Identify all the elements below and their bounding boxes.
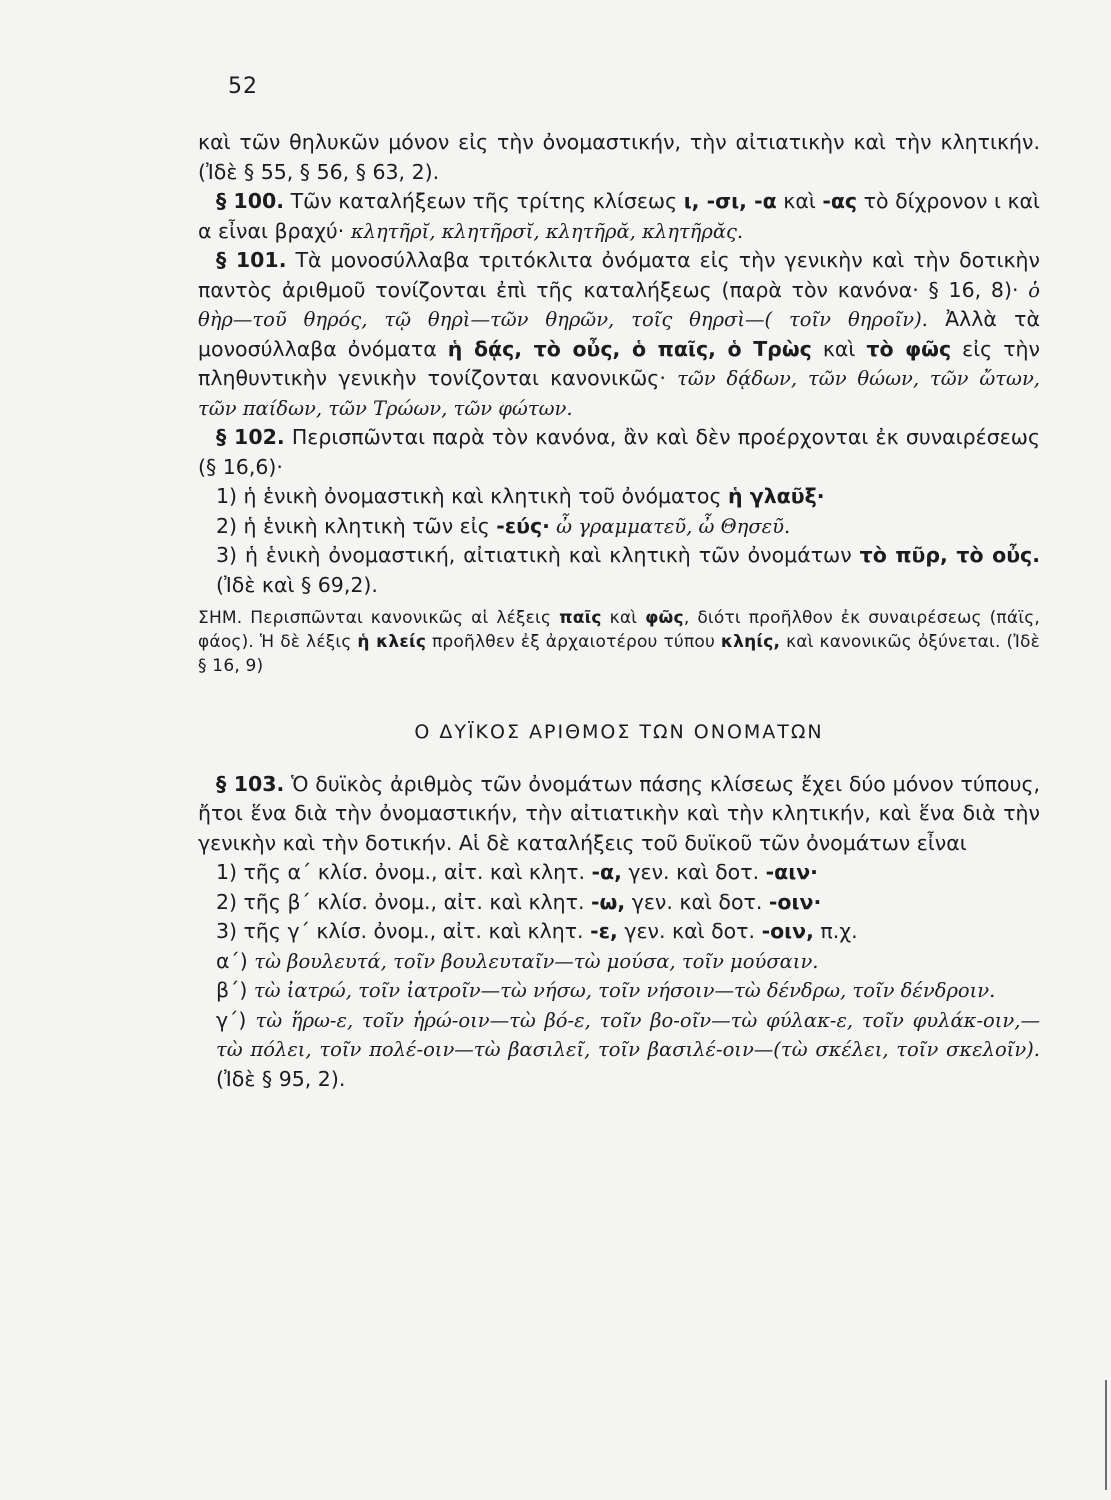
- bold-term: -οιν·: [768, 889, 822, 914]
- text-run: γεν. καὶ δοτ.: [625, 889, 769, 914]
- paragraph-102: [198, 423, 1040, 482]
- italic-example: κλητῆρῐ, κλητῆρσῐ, κλητῆρᾰ, κλητῆρᾰς.: [350, 219, 744, 243]
- text-run: Τῶν καταλήξεων τῆς τρίτης κλίσεως: [284, 189, 684, 213]
- text-run: γεν. καὶ δοτ.: [617, 919, 762, 943]
- text-run: (Ἰδὲ § 95, 2).: [216, 1066, 346, 1091]
- paragraph-100: [198, 187, 1040, 246]
- page-number: 52: [228, 74, 258, 99]
- example-line: [198, 976, 1040, 1006]
- italic-example: ὦ γραμματεῦ, ὦ Θησεῦ.: [549, 514, 791, 538]
- note-block: [198, 606, 1040, 678]
- text-run: 2) ἡ ἑνικὴ κλητικὴ τῶν εἰς: [216, 513, 497, 538]
- section-number: § 102.: [216, 425, 285, 449]
- example-line: [198, 947, 1040, 977]
- italic-example: ὁ θὴρ—τοῦ θηρός, τῷ θηρὶ—τῶν θηρῶν, τοῖς θηρσὶ—( τοῖν θηροῖν).: [198, 278, 1040, 331]
- text-run: (Ἰδὲ καὶ § 69,2).: [216, 572, 378, 597]
- bold-term: τὸ φῶς: [866, 336, 952, 361]
- bold-term: κληίς,: [720, 632, 781, 652]
- example-line: [198, 1006, 1040, 1095]
- text-run: Περισπῶνται παρὰ τὸν κανόνα, ἂν καὶ δὲν προέρχονται ἐκ συναιρέσεως (§ 16,6)·: [198, 425, 1040, 479]
- section-number: § 101.: [216, 248, 287, 272]
- bold-term: -ας: [822, 189, 858, 213]
- text-run: εἰς τὴν πληθυντικὴν γενικὴν τονίζονται κανονικῶς·: [198, 336, 1040, 390]
- paragraph-101: [198, 246, 1040, 423]
- text-run: , διότι προῆλθον ἐκ συναιρέσεως (πάϊς, φάος). Ἡ δὲ λέξις: [198, 608, 1040, 652]
- section-number: § 100.: [216, 189, 285, 213]
- bold-term: φῶς: [645, 608, 684, 628]
- bold-term: ἡ γλαῦξ·: [728, 484, 825, 508]
- text-run: 3) τῆς γ΄ κλίσ. ὀνομ., αἰτ. καὶ κλητ.: [216, 919, 591, 943]
- text-run: καὶ κανονικῶς ὀξύνεται. (Ἰδὲ § 16, 9): [198, 632, 1040, 676]
- text-run: καὶ: [811, 336, 867, 361]
- bold-term: -αιν·: [765, 860, 818, 884]
- text-run: 1) ἡ ἑνικὴ ὀνομαστικὴ καὶ κλητικὴ τοῦ ὀνόματος: [216, 484, 728, 508]
- bold-term: -ω,: [591, 889, 626, 914]
- text-run: Ὁ δυϊκὸς ἀριθμὸς τῶν ὀνομάτων πάσης κλίσεως ἔχει δύο μόνον τύπους, ἤτοι ἕνα διὰ τὴν ὀνομαστικήν, τὴν αἰτιατικὴν καὶ τὴν κλητικήν, καὶ ἕνα διὰ τὴν γενικὴν καὶ τὴν δοτικήν. Αἱ δὲ καταλήξεις τοῦ δυϊκοῦ τῶν ὀνομάτων εἶναι: [198, 771, 1041, 855]
- italic-example: τῶν δᾴδων, τῶν θώων, τῶν ὤτων, τῶν παίδων, τῶν Τρώων, τῶν φώτων.: [198, 367, 1040, 420]
- text-run: 1) τῆς α΄ κλίσ. ὀνομ., αἰτ. καὶ κλητ.: [216, 860, 592, 884]
- bold-term: ἡ δᾴς, τὸ οὖς, ὁ παῖς, ὁ Τρὼς: [447, 336, 812, 361]
- bold-term: ι, -σι, -α: [683, 189, 777, 213]
- text-run: 2) τῆς β΄ κλίσ. ὀνομ., αἰτ. καὶ κλητ.: [216, 889, 592, 914]
- text-run: προῆλθεν ἐξ ἀρχαιοτέρου τύπου: [426, 632, 721, 652]
- bold-term: -ε,: [590, 919, 618, 943]
- text-run: Ἀλλὰ τὰ μονοσύλλαβα ὀνόματα: [198, 307, 1040, 361]
- text-run: π.χ.: [813, 919, 858, 943]
- text-run: γεν. καὶ δοτ.: [621, 860, 766, 884]
- paragraph-103: [198, 770, 1040, 859]
- bold-term: -α,: [591, 860, 622, 884]
- text-run: ΣΗΜ. Περισπῶνται κανονικῶς αἱ λέξεις: [198, 608, 560, 628]
- bold-term: ἡ κλείς: [357, 632, 427, 652]
- italic-example: τὼ ἥρω-ε, τοῖν ἡρώ-οιν—τὼ βό-ε, τοῖν βο-οῖν—τὼ φύλακ-ε, τοῖν φυλάκ-οιν,—τὼ πόλει, τοῖν πολέ-οιν—τὼ βασιλεῖ, τοῖν βασιλέ-οιν—(τὼ σκέλει, τοῖν σκελοῖν).: [216, 1008, 1040, 1061]
- section-number: § 103.: [216, 771, 285, 796]
- text-run: 3) ἡ ἑνικὴ ὀνομαστική, αἰτιατικὴ καὶ κλητικὴ τῶν ὀνομάτων: [216, 543, 860, 567]
- text-run: Τὰ μονοσύλλαβα τριτόκλιτα ὀνόματα εἰς τὴν γενικὴν καὶ τὴν δοτικὴν παντὸς ἀριθμοῦ τονίζονται ἐπὶ τῆς καταλήξεως (παρὰ τὸν κανόνα· § 16, 8)·: [198, 248, 1040, 302]
- bold-term: -οιν,: [761, 919, 814, 943]
- bold-term: τὸ πῦρ, τὸ οὖς.: [859, 543, 1040, 567]
- list-item: [198, 482, 1040, 512]
- section-heading: Ο ΔΥΪΚΟΣ ΑΡΙΘΜΟΣ ΤΩΝ ΟΝΟΜΑΤΩΝ: [414, 721, 824, 743]
- list-item: [198, 512, 1040, 542]
- text-run: καὶ: [776, 189, 823, 213]
- page-edge-line: [1105, 1380, 1107, 1490]
- bold-term: -εύς·: [496, 513, 550, 538]
- text-run: β΄): [216, 978, 254, 1002]
- list-item: [198, 888, 1040, 918]
- italic-example: τὼ ἰατρώ, τοῖν ἰατροῖν—τὼ νήσω, τοῖν νήσοιν—τὼ δένδρω, τοῖν δένδροιν.: [253, 979, 996, 1002]
- bold-term: παῖς: [559, 608, 602, 628]
- list-item: [198, 858, 1040, 888]
- text-run: α΄): [216, 948, 255, 973]
- paragraph-continuation: καὶ τῶν θηλυκῶν μόνον εἰς τὴν ὀνομαστικήν, τὴν αἰτιατικὴν καὶ τὴν κλητικήν. (Ἰδὲ § 55, § 56, § 63, 2).: [198, 130, 1040, 184]
- text-run: καὶ: [601, 608, 646, 628]
- text-run: γ΄): [216, 1007, 256, 1032]
- italic-example: τὼ βουλευτά, τοῖν βουλευταῖν—τὼ μούσα, τοῖν μούσαιν.: [254, 949, 819, 973]
- list-item: [198, 541, 1040, 600]
- page-body: [198, 128, 1040, 1094]
- list-item: [198, 917, 1040, 947]
- text-run: τὸ δίχρονον ι καὶ α εἶναι βραχύ·: [198, 189, 1040, 243]
